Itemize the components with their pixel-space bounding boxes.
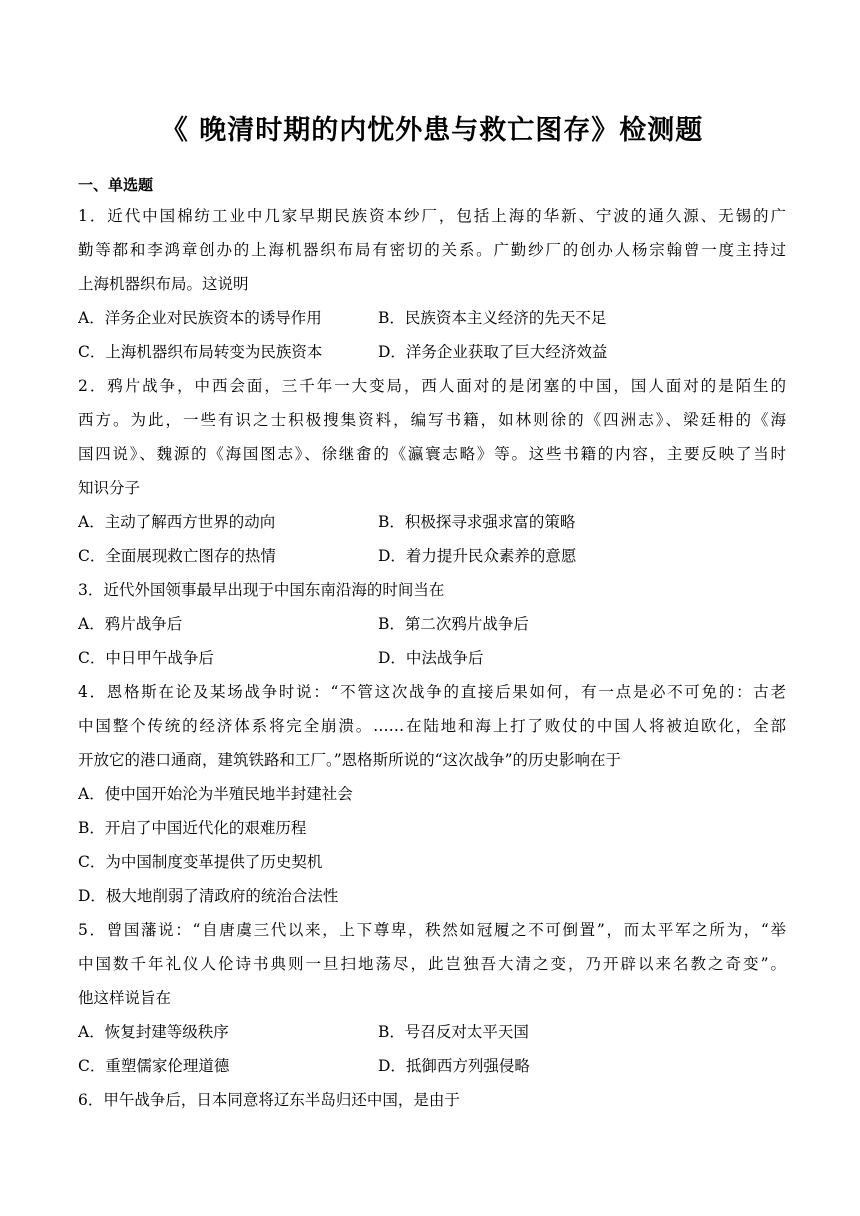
question-3-option-b: B．第二次鸦片战争后 — [378, 615, 529, 633]
question-1-options-row-2 — [78, 335, 786, 369]
question-list — [78, 199, 786, 1117]
question-2-option-a: A．主动了解西方世界的动向 — [78, 513, 276, 531]
question-2-line-1: 2．鸦片战争，中西会面，三千年一大变局，西人面对的是闭塞的中国，国人面对的是陌生的 — [78, 377, 786, 395]
question-2-line-4: 知识分子 — [78, 479, 141, 497]
question-4-line-1: 4．恩格斯在论及某场战争时说：“不管这次战争的直接后果如何，有一点是必不可免的：古老 — [78, 683, 786, 701]
question-1-line-1: 1．近代中国棉纺工业中几家早期民族资本纱厂，包括上海的华新、宁波的通久源、无锡的广 — [78, 207, 786, 225]
question-4-option-b: B．开启了中国近代化的艰难历程 — [78, 819, 307, 837]
question-2-option-c: C．全面展现救亡图存的热情 — [78, 547, 276, 565]
question-2-line-2: 西方。为此，一些有识之士积极搜集资料，编写书籍，如林则徐的《四洲志》、梁廷枏的《海 — [78, 411, 786, 429]
question-2-options-row-2 — [78, 539, 786, 573]
question-1-options-row-1 — [78, 301, 786, 335]
question-5-line-2: 中国数千年礼仪人伦诗书典则一旦扫地荡尽，此岂独吾大清之变，乃开辟以来名教之奇变”。 — [78, 955, 786, 973]
section-heading: 一、单选题 — [78, 176, 154, 194]
question-2-options-row-1 — [78, 505, 786, 539]
question-4-option-d: D．极大地削弱了清政府的统治合法性 — [78, 887, 339, 905]
question-3-option-a: A．鸦片战争后 — [78, 615, 183, 633]
question-2-option-d: D．着力提升民众素养的意愿 — [378, 547, 577, 565]
question-3-options-row-2 — [78, 641, 786, 675]
question-5-line-3: 他这样说旨在 — [78, 989, 172, 1007]
question-5-option-d: D．抵御西方列强侵略 — [378, 1057, 530, 1075]
question-4-line-3: 开放它的港口通商，建筑铁路和工厂。”恩格斯所说的“这次战争”的历史影响在于 — [78, 751, 622, 769]
question-3-option-c: C．中日甲午战争后 — [78, 649, 214, 667]
question-1-line-2: 勤等都和李鸿章创办的上海机器织布局有密切的关系。广勤纱厂的创办人杨宗翰曾一度主持过 — [78, 241, 786, 259]
question-2-option-b: B．积极探寻求强求富的策略 — [378, 513, 576, 531]
question-1-option-c: C．上海机器织布局转变为民族资本 — [78, 343, 323, 361]
question-3-option-d: D．中法战争后 — [378, 649, 484, 667]
question-5-line-1: 5．曾国藩说：“自唐虞三代以来，上下尊卑，秩然如冠履之不可倒置”，而太平军之所为，“举 — [78, 921, 786, 939]
question-1-option-b: B．民族资本主义经济的先天不足 — [378, 309, 607, 327]
question-4-option-c: C．为中国制度变革提供了历史契机 — [78, 853, 323, 871]
question-5-option-c: C．重塑儒家伦理道德 — [78, 1057, 230, 1075]
question-5-options-row-2 — [78, 1049, 786, 1083]
question-1-line-3: 上海机器织布局。这说明 — [78, 275, 249, 293]
question-3-options-row-1 — [78, 607, 786, 641]
question-5-option-b: B．号召反对太平天国 — [378, 1023, 529, 1041]
question-6-line-1: 6．甲午战争后，日本同意将辽东半岛归还中国，是由于 — [78, 1091, 460, 1109]
question-5-option-a: A．恢复封建等级秩序 — [78, 1023, 229, 1041]
question-1-option-d: D．洋务企业获取了巨大经济效益 — [378, 343, 608, 361]
page-title: 《 晚清时期的内忧外患与救亡图存》检测题 — [160, 115, 704, 146]
question-1-option-a: A．洋务企业对民族资本的诱导作用 — [78, 309, 322, 327]
question-3-line-1: 3．近代外国领事最早出现于中国东南沿海的时间当在 — [78, 581, 445, 599]
question-2-line-3: 国四说》、魏源的《海国图志》、徐继畬的《瀛寰志略》等。这些书籍的内容，主要反映了当时 — [78, 445, 786, 463]
question-4-line-2: 中国整个传统的经济体系将完全崩溃。……在陆地和海上打了败仗的中国人将被迫欧化，全部 — [78, 717, 786, 735]
question-5-options-row-1 — [78, 1015, 786, 1049]
question-4-option-a: A．使中国开始沦为半殖民地半封建社会 — [78, 785, 353, 803]
